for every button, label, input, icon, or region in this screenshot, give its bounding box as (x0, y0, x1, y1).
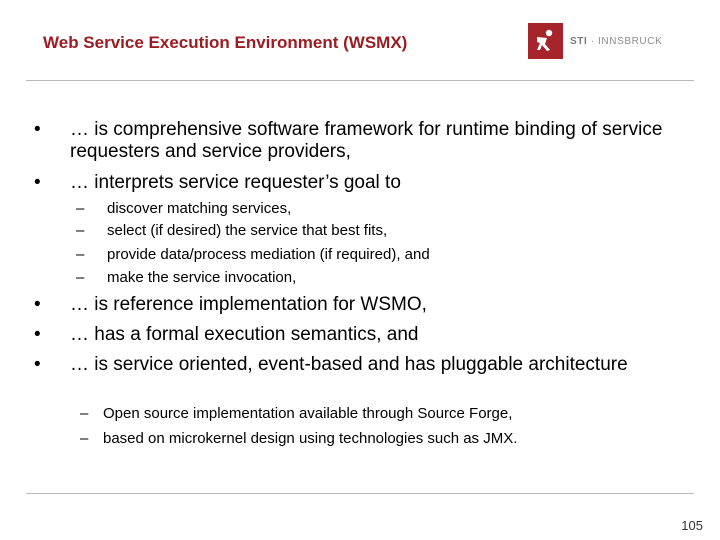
bullet-text: … has a formal execution semantics, and (70, 324, 419, 345)
sub-bullet-text: Open source implementation available through Source Forge, (103, 405, 513, 422)
footer-divider (26, 493, 694, 494)
header-divider (26, 80, 694, 81)
bullet-marker: • (34, 294, 41, 315)
sub-bullet-marker: – (76, 222, 85, 239)
slide-title: Web Service Execution Environment (WSMX) (43, 33, 408, 52)
page-number: 105 (681, 518, 703, 533)
sti-person-icon (528, 23, 563, 59)
bullet-text: … interprets service requester’s goal to (70, 172, 401, 193)
logo-wordmark (570, 36, 662, 47)
sub-bullet-text: provide data/process mediation (if required), and (107, 246, 430, 263)
logo-brand: STI (570, 36, 588, 47)
sub-bullet-marker: – (80, 430, 89, 447)
sub-bullet-text: discover matching services, (107, 200, 292, 217)
logo-location: INNSBRUCK (598, 36, 663, 47)
bullet-text: … is service oriented, event-based and has pluggable architecture (70, 354, 628, 375)
bullet-text: … is comprehensive software framework for runtime binding of service requesters and service providers, (70, 119, 663, 162)
sub-bullet-marker: – (80, 405, 89, 422)
sti-innsbruck-logo (528, 23, 678, 59)
bullet-marker: • (34, 354, 41, 375)
sub-bullet-marker: – (76, 269, 85, 286)
sub-bullet-marker: – (76, 246, 85, 263)
bullet-marker: • (34, 119, 41, 140)
bullet-marker: • (34, 172, 41, 193)
bullet-marker: • (34, 324, 41, 345)
logo-separator: · (587, 36, 599, 47)
sub-bullet-text: based on microkernel design using technologies such as JMX. (103, 430, 518, 447)
sub-bullet-text: make the service invocation, (107, 269, 297, 286)
bullet-text: … is reference implementation for WSMO, (70, 294, 427, 315)
sub-bullet-text: select (if desired) the service that best fits, (107, 222, 388, 239)
sub-bullet-marker: – (76, 200, 85, 217)
